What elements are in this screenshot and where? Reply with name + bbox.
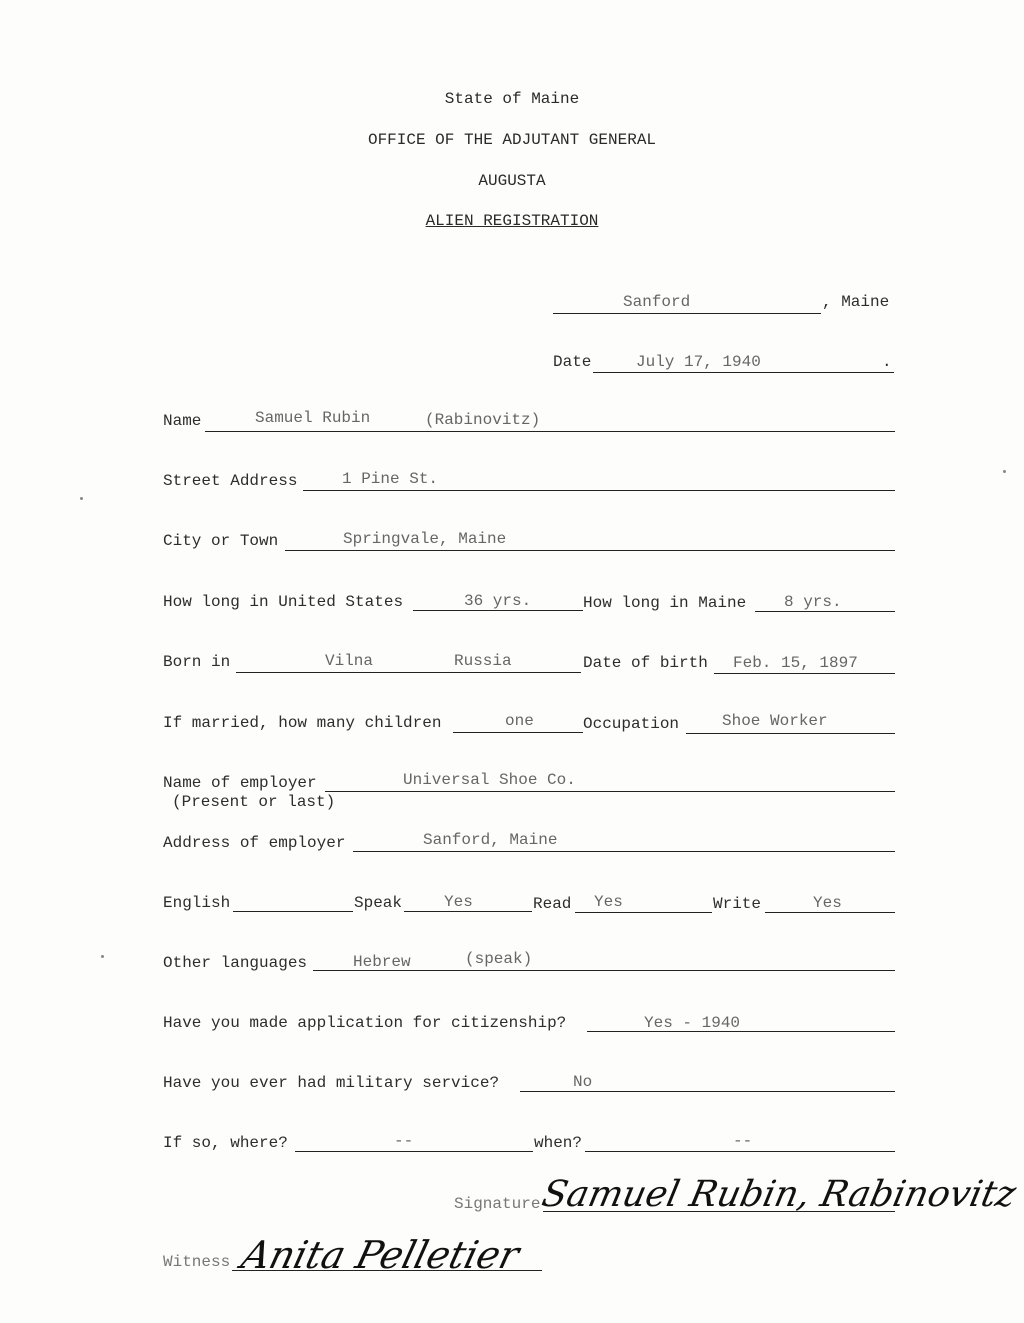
us-years-label: How long in United States [163, 593, 404, 611]
other-languages-label: Other languages [163, 954, 308, 972]
citizenship-value: Yes - 1940 [644, 1014, 741, 1032]
witness-label: Witness [163, 1253, 231, 1271]
employer-address-value: Sanford, Maine [423, 831, 558, 849]
me-years-label: How long in Maine [583, 594, 747, 612]
city-label: City or Town [163, 532, 279, 550]
place-state: , Maine [822, 293, 890, 311]
born-underline [236, 672, 581, 673]
employer-address-underline [353, 851, 895, 852]
born-label: Born in [163, 653, 231, 671]
name-label: Name [163, 412, 202, 430]
name-underline [205, 431, 895, 432]
when-label: when? [534, 1134, 583, 1152]
office-heading: OFFICE OF THE ADJUTANT GENERAL [367, 131, 657, 149]
citizenship-underline [587, 1031, 895, 1032]
signature-image [538, 1160, 1020, 1224]
witness-signature-image [237, 1218, 548, 1282]
name-alias: (Rabinovitz) [425, 411, 541, 429]
dob-value: Feb. 15, 1897 [733, 654, 858, 672]
me-years-value: 8 yrs. [784, 593, 842, 611]
place-value: Sanford [623, 293, 691, 311]
dob-label: Date of birth [583, 654, 708, 672]
children-value: one [505, 712, 534, 730]
employer-address-label: Address of employer [163, 834, 346, 852]
other-languages-note: (speak) [465, 950, 533, 968]
form-title: ALIEN REGISTRATION [425, 212, 599, 230]
where-value: -- [394, 1132, 414, 1150]
english-label: English [163, 894, 231, 912]
english-underline [233, 911, 353, 912]
military-value: No [573, 1073, 593, 1091]
occupation-underline [686, 733, 895, 734]
city-heading: AUGUSTA [478, 172, 546, 190]
paper-speck [1003, 470, 1006, 473]
svg-text:Samuel Rubin, Rabinovitz: Samuel Rubin, Rabinovitz [538, 1172, 1020, 1215]
write-value: Yes [813, 894, 842, 912]
employer-value: Universal Shoe Co. [403, 771, 576, 789]
other-languages-value: Hebrew [353, 953, 411, 971]
when-value: -- [733, 1132, 753, 1150]
dob-underline [714, 673, 895, 674]
occupation-label: Occupation [583, 715, 680, 733]
employer-underline [325, 791, 895, 792]
children-label: If married, how many children [163, 714, 442, 732]
employer-label: Name of employer [163, 774, 317, 792]
military-label: Have you ever had military service? [163, 1074, 500, 1092]
us-years-value: 36 yrs. [464, 592, 532, 610]
city-underline [285, 550, 895, 551]
street-label: Street Address [163, 472, 298, 490]
children-underline [453, 732, 583, 733]
occupation-value: Shoe Worker [722, 712, 828, 730]
read-value: Yes [594, 893, 623, 911]
city-value: Springvale, Maine [343, 530, 507, 548]
where-label: If so, where? [163, 1134, 288, 1152]
name-value: Samuel Rubin [255, 409, 371, 427]
when-underline [585, 1151, 895, 1152]
read-label: Read [533, 895, 572, 913]
date-label: Date [553, 353, 592, 371]
place-underline [553, 313, 821, 314]
svg-text:Anita Pelletier: Anita Pelletier [237, 1233, 524, 1278]
date-period: . [882, 353, 892, 371]
speak-value: Yes [444, 893, 473, 911]
citizenship-label: Have you made application for citizenship? [163, 1014, 567, 1032]
date-value: July 17, 1940 [636, 353, 761, 371]
read-underline [575, 912, 712, 913]
street-value: 1 Pine St. [342, 470, 439, 488]
employer-sublabel: (Present or last) [172, 793, 336, 811]
paper-speck [101, 955, 104, 958]
street-underline [303, 490, 895, 491]
write-label: Write [713, 895, 762, 913]
born-city: Vilna [325, 652, 374, 670]
signature-label: Signature [454, 1195, 541, 1213]
date-underline [593, 372, 894, 373]
speak-label: Speak [354, 894, 403, 912]
state-heading: State of Maine [444, 90, 580, 108]
paper-speck [80, 497, 83, 500]
where-underline [295, 1151, 533, 1152]
born-country: Russia [454, 652, 512, 670]
